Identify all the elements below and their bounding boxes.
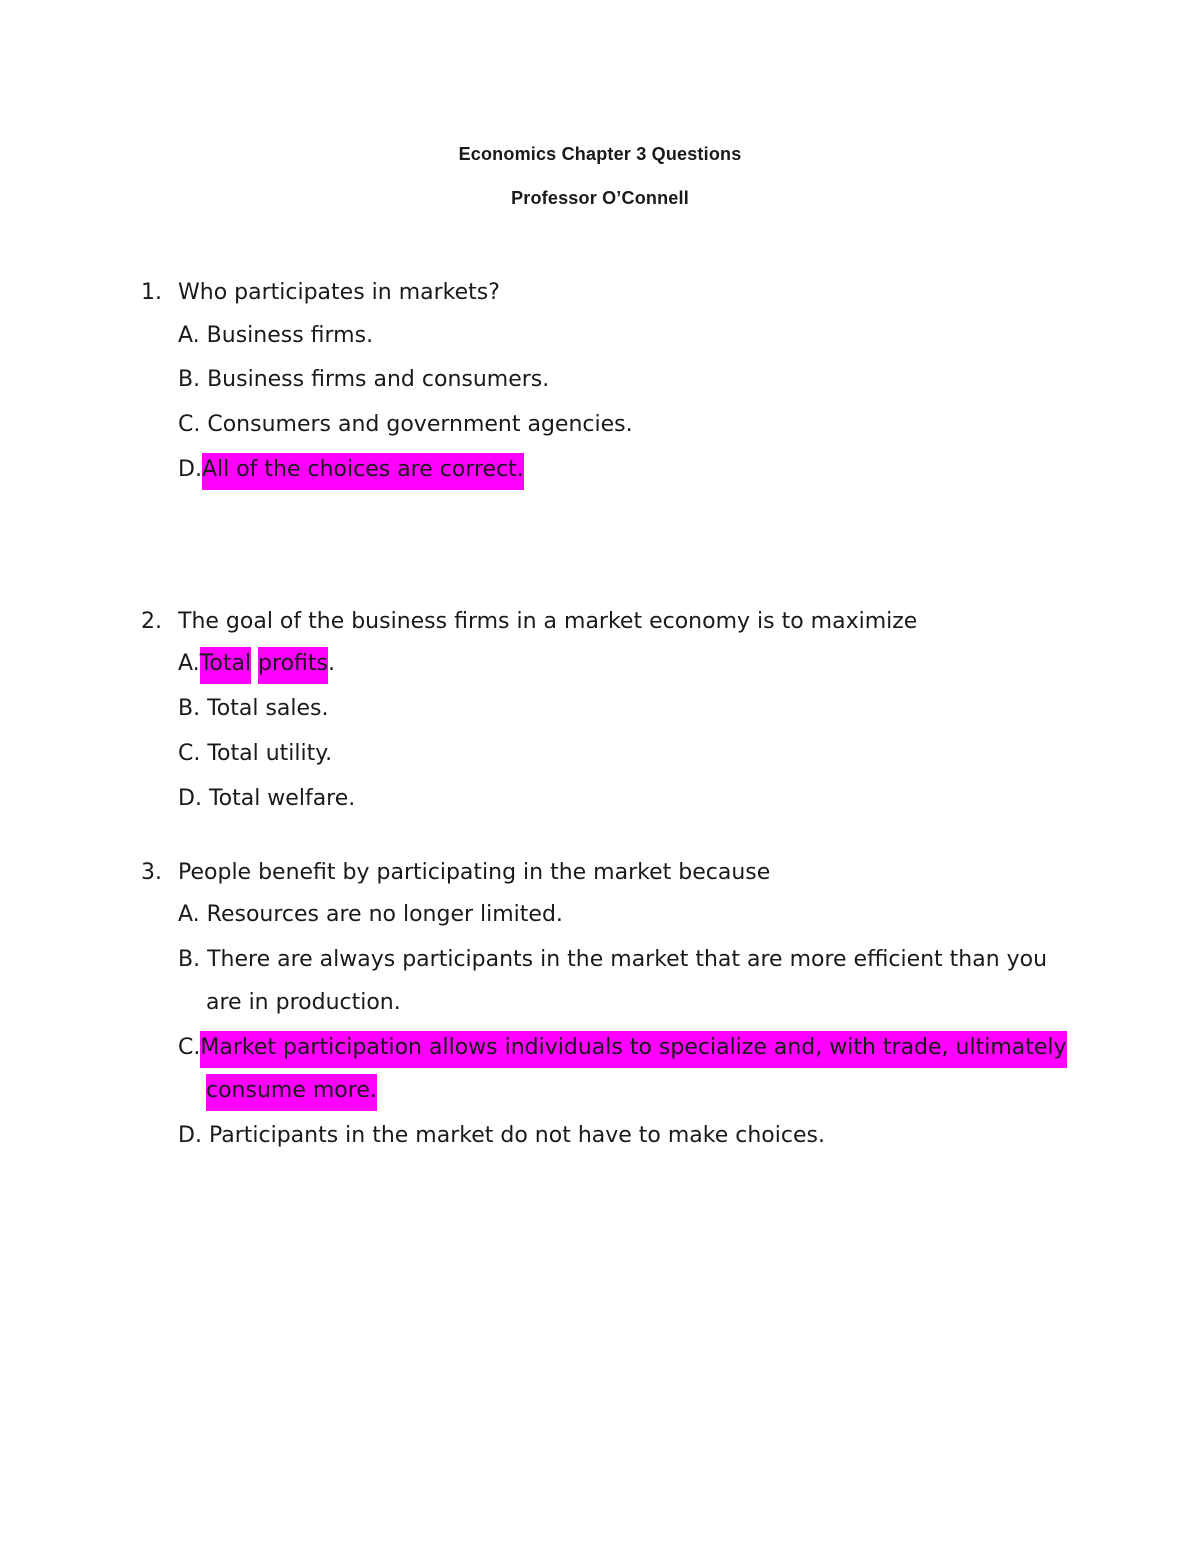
option-text: There are always participants in the market that are more efficient than you <box>207 947 1048 972</box>
answer-option <box>178 900 563 930</box>
answer-option <box>178 784 355 814</box>
option-letter: B. <box>178 696 201 721</box>
option-letter: D. <box>178 786 202 811</box>
option-letter: C. <box>178 412 201 437</box>
option-text: Business firms and consumers. <box>207 367 550 392</box>
question-text: People benefit by participating in the market because <box>178 860 771 885</box>
answer-option <box>178 694 329 724</box>
option-text: Resources are no longer limited. <box>206 902 563 927</box>
option-letter: C. <box>178 1035 201 1060</box>
option-letter: A. <box>178 651 200 676</box>
highlighted-answer: Total <box>200 647 251 684</box>
option-text: Total sales. <box>207 696 329 721</box>
option-text: Total utility. <box>207 741 333 766</box>
option-text: Total welfare. <box>208 786 356 811</box>
answer-option-correct <box>178 649 335 679</box>
option-letter: D. <box>178 457 202 482</box>
highlighted-answer: profits <box>258 647 328 684</box>
document-title: Economics Chapter 3 Questions <box>458 144 742 164</box>
option-letter: A. <box>178 902 200 927</box>
highlighted-answer: consume more. <box>206 1074 377 1111</box>
option-letter: D. <box>178 1123 202 1148</box>
document-author: Professor O’Connell <box>511 188 689 208</box>
answer-option <box>178 410 633 440</box>
option-text: Consumers and government agencies. <box>207 412 633 437</box>
answer-option-correct-continued <box>206 1076 377 1106</box>
answer-option <box>178 1121 825 1151</box>
answer-option <box>178 365 549 395</box>
answer-option-correct <box>178 1033 1067 1063</box>
option-text: Participants in the market do not have to make choices. <box>208 1123 825 1148</box>
option-text: . <box>327 651 335 676</box>
option-letter: A. <box>178 323 200 348</box>
question-number: 2. <box>141 609 162 634</box>
question-text: The goal of the business firms in a market economy is to maximize <box>178 609 918 634</box>
answer-option <box>178 321 373 351</box>
question-number: 1. <box>141 280 162 305</box>
question-text: Who participates in markets? <box>178 280 500 305</box>
answer-option-correct <box>178 455 524 485</box>
answer-option <box>178 739 332 769</box>
answer-option <box>178 945 1047 975</box>
highlighted-answer: All of the choices are correct. <box>202 453 524 490</box>
question-number: 3. <box>141 860 162 885</box>
option-letter: B. <box>178 947 201 972</box>
highlighted-answer: Market participation allows individuals to specialize and, with trade, ultimately <box>200 1031 1066 1068</box>
option-letter: B. <box>178 367 201 392</box>
option-text-continued: are in production. <box>206 990 401 1015</box>
option-letter: C. <box>178 741 201 766</box>
option-text: Business firms. <box>206 323 374 348</box>
